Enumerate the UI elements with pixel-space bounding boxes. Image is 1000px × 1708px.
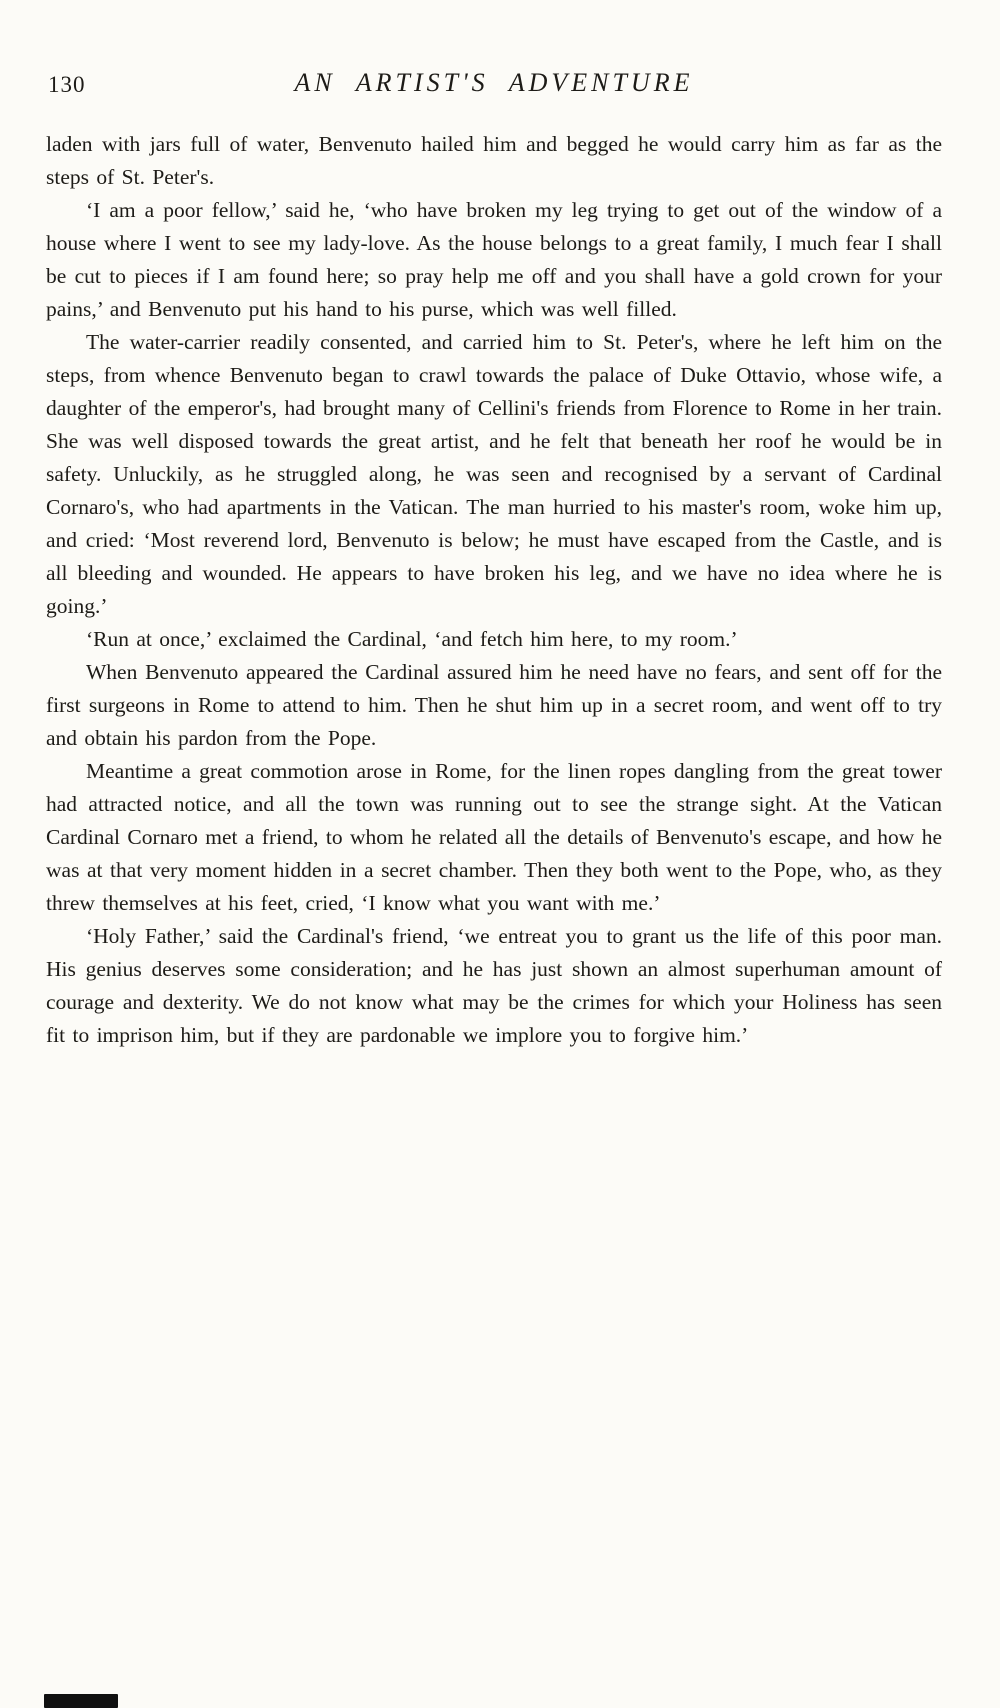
body-text (46, 128, 942, 1052)
paragraph: When Benvenuto appeared the Cardinal assured him he need have no fears, and sent off for the first surgeons in Rome to attend to him. Then he shut him up in a secret room, and went off to try and obtain his pardon from the Pope. (46, 660, 942, 750)
paragraph: ‘I am a poor fellow,’ said he, ‘who have broken my leg trying to get out of the window of a house where I went to see my lady-love. As the house belongs to a great family, I much fear I shall be cut to pieces if I am found here; so pray help me off and you shall have a gold crown for your pains,’ and Benvenuto put his hand to his purse, which was well filled. (46, 198, 942, 321)
paragraph: The water-carrier readily consented, and carried him to St. Peter's, where he left him on the steps, from whence Benvenuto began to crawl towards the palace of Duke Ottavio, whose wife, a daughter of the emperor's, had brought many of Cellini's friends from Florence to Rome in her train. She was well disposed towards the great artist, and he felt that beneath her roof he would be in safety. Unluckily, as he struggled along, he was seen and recognised by a servant of Cardinal Cornaro's, who had apartments in the Vatican. The man hurried to his master's room, woke him up, and cried: ‘Most reverend lord, Benvenuto is below; he must have escaped from the Castle, and is all bleeding and wounded. He appears to have broken his leg, and we have no idea where he is going.’ (46, 330, 942, 618)
paragraph: laden with jars full of water, Benvenuto hailed him and begged he would carry him as far as the steps of St. Peter's. (46, 132, 942, 189)
paragraph: ‘Holy Father,’ said the Cardinal's friend, ‘we entreat you to grant us the life of this poor man. His genius deserves some consideration; and he has just shown an almost superhuman amount of courage and dexterity. We do not know what may be the crimes for which your Holiness has seen fit to imprison him, but if they are pardonable we implore you to forgive him.’ (46, 924, 942, 1047)
running-title: AN ARTIST'S ADVENTURE (294, 68, 694, 97)
paragraph: ‘Run at once,’ exclaimed the Cardinal, ‘and fetch him here, to my room.’ (86, 627, 738, 651)
scan-artifact (44, 1694, 118, 1708)
paragraph: Meantime a great commotion arose in Rome, for the linen ropes dangling from the great tower had attracted notice, and all the town was running out to see the strange sight. At the Vatican Cardinal Cornaro met a friend, to whom he related all the details of Benvenuto's escape, and how he was at that very moment hidden in a secret chamber. Then they both went to the Pope, who, as they threw themselves at his feet, cried, ‘I know what you want with me.’ (46, 759, 942, 915)
page-number: 130 (48, 72, 86, 97)
page-header (46, 68, 942, 108)
